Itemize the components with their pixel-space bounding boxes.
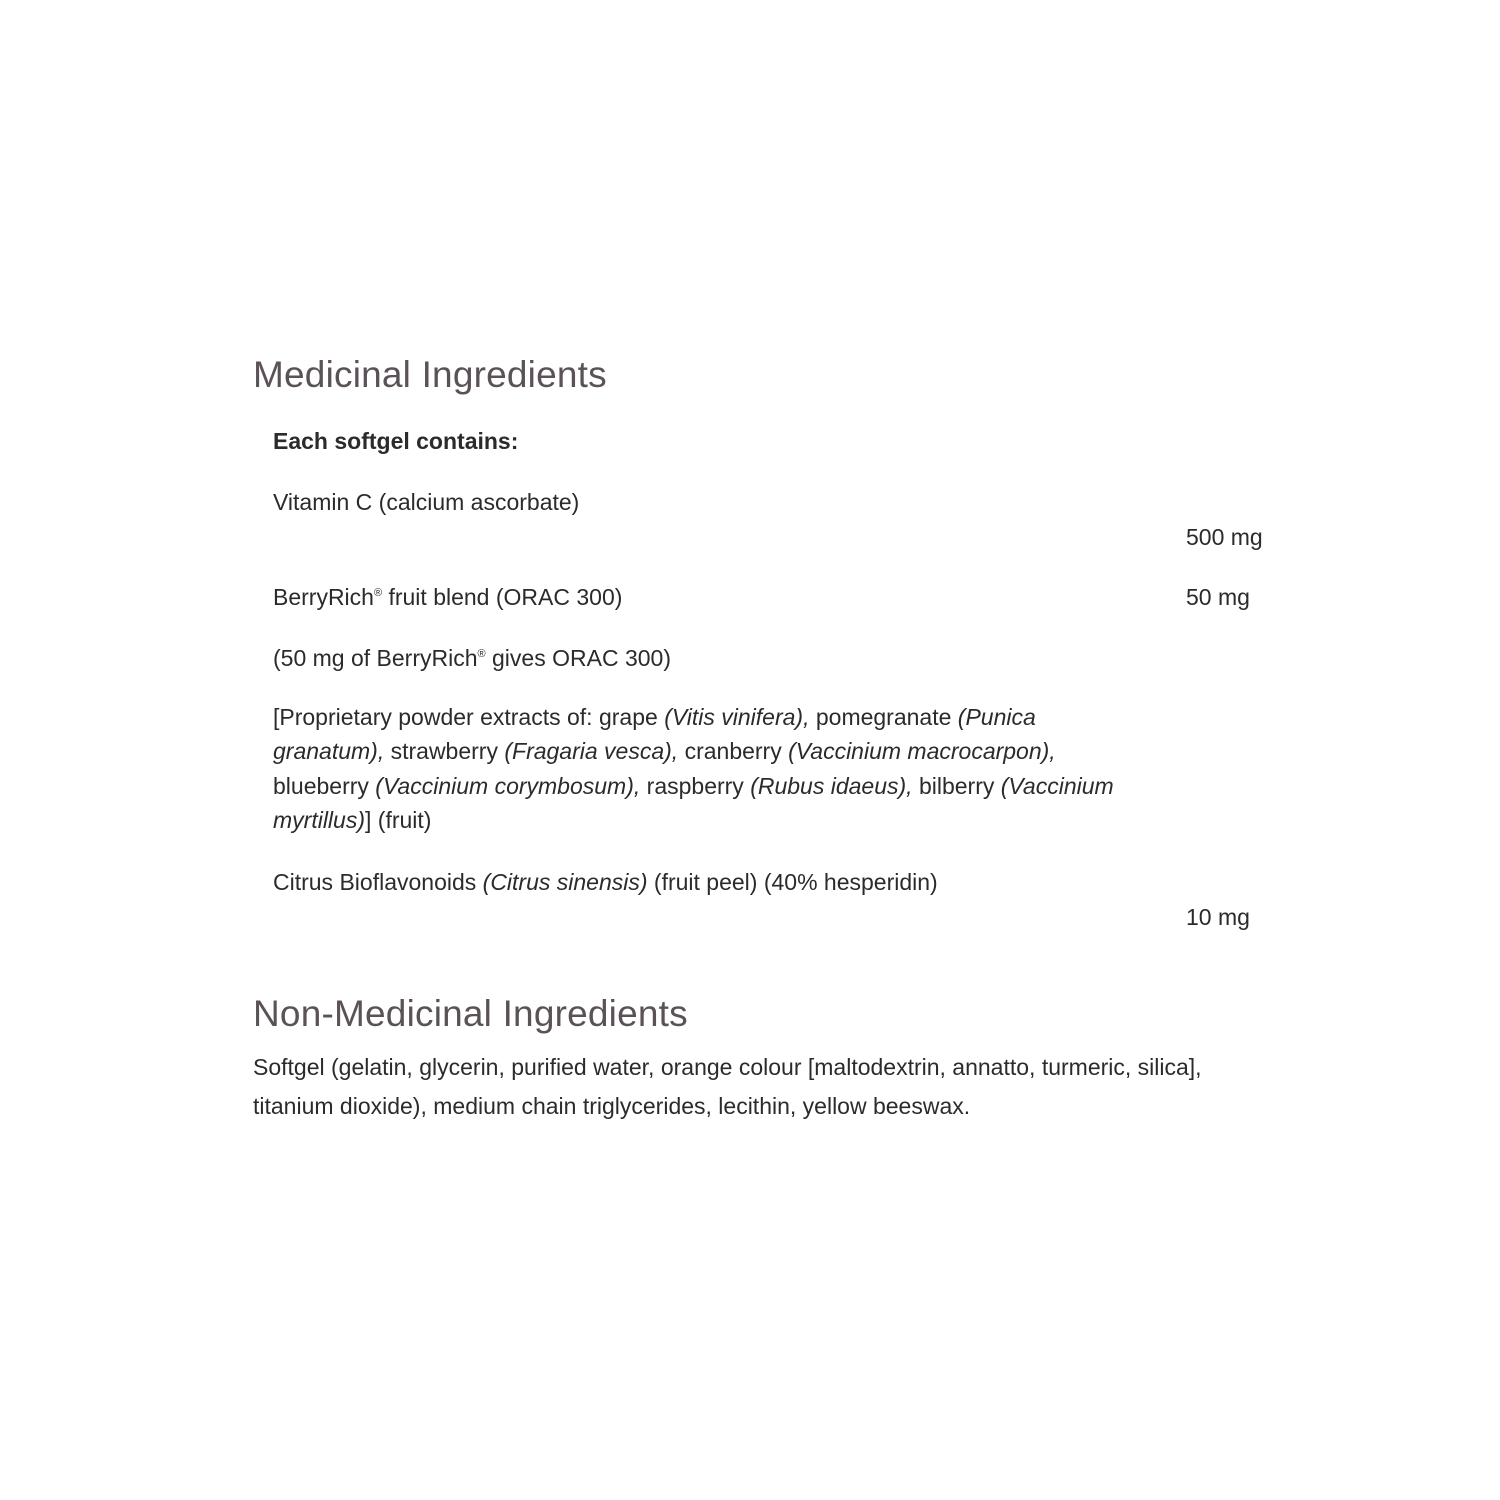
- each-softgel-intro: Each softgel contains:: [273, 428, 519, 454]
- latin-name: (Punica granatum),: [273, 704, 1036, 765]
- medicinal-ingredients-heading: Medicinal Ingredients: [253, 354, 607, 395]
- extracts-text: strawberry: [384, 738, 505, 765]
- vitamin-c-name: Vitamin C (calcium ascorbate): [273, 489, 580, 515]
- non-medicinal-ingredients-heading: Non-Medicinal Ingredients: [253, 993, 688, 1034]
- latin-name: (Vaccinium corymbosum),: [375, 772, 641, 799]
- berryrich-amount: 50 mg: [1186, 584, 1250, 610]
- extracts-text: blueberry: [273, 772, 376, 799]
- extracts-text: bilberry: [912, 772, 1001, 799]
- berryrich-note-rest: gives ORAC 300): [485, 645, 671, 671]
- berryrich-note-part: (50 mg of BerryRich: [273, 645, 478, 671]
- latin-name: (Citrus sinensis): [482, 869, 648, 895]
- citrus-name: [273, 865, 938, 899]
- citrus-name-part: Citrus Bioflavonoids: [273, 869, 483, 895]
- extracts-text: ] (fruit): [365, 806, 432, 833]
- extracts-text: raspberry: [640, 772, 751, 799]
- extracts-text: cranberry: [678, 738, 789, 765]
- latin-name: (Vaccinium myrtillus): [273, 772, 1114, 833]
- latin-name: (Vaccinium macrocarpon),: [788, 738, 1056, 765]
- extracts-text: pomegranate: [809, 704, 958, 730]
- citrus-amount: 10 mg: [1186, 904, 1250, 930]
- latin-name: (Vitis vinifera),: [664, 704, 810, 730]
- berryrich-note: [273, 641, 671, 675]
- registered-mark: ®: [477, 648, 486, 660]
- berryrich-name-rest: fruit blend (ORAC 300): [382, 584, 623, 610]
- proprietary-extracts: [273, 700, 1133, 837]
- citrus-name-rest: (fruit peel) (40% hesperidin): [647, 869, 938, 895]
- registered-mark: ®: [373, 587, 383, 599]
- latin-name: (Fragaria vesca),: [504, 738, 679, 765]
- berryrich-name: [273, 580, 622, 614]
- latin-name: (Rubus idaeus),: [750, 772, 913, 799]
- berryrich-name-part: BerryRich: [273, 584, 374, 610]
- non-medicinal-ingredients-list: Softgel (gelatin, glycerin, purified water, orange colour [maltodextrin, annatto, turmeric, silica], titanium dioxide), medium chain triglycerides, lecithin, yellow beeswax.: [253, 1054, 1202, 1119]
- extracts-text: [Proprietary powder extracts of: grape: [273, 704, 665, 730]
- vitamin-c-amount: 500 mg: [1186, 524, 1263, 550]
